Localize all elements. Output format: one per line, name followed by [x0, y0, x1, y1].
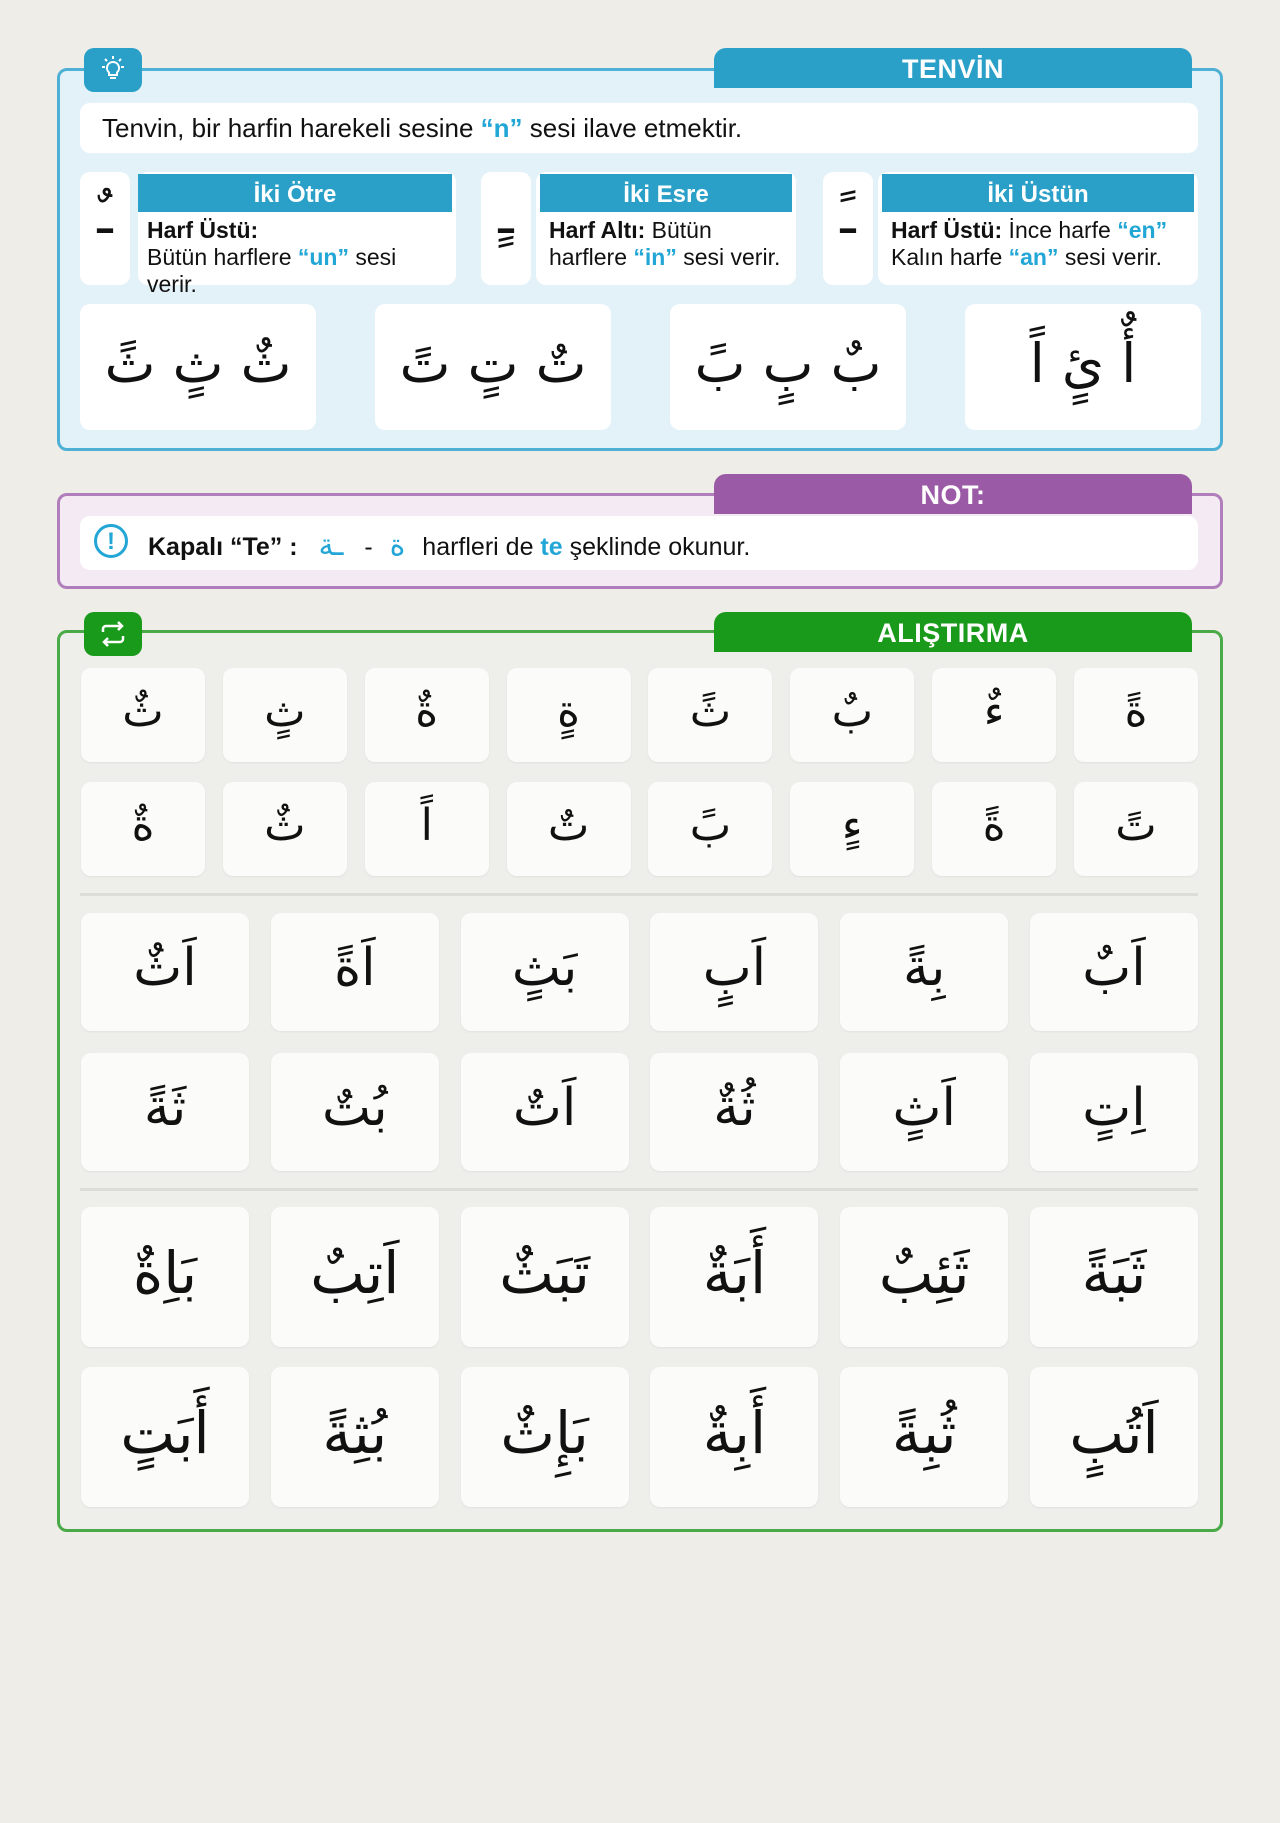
not-text-a: harfleri de [422, 533, 541, 561]
exclamation-icon: ! [94, 524, 128, 558]
practice-card [461, 1207, 629, 1347]
practice-card [1030, 1207, 1198, 1347]
iki-otre-mark: ـٌ [97, 186, 113, 246]
practice-card [81, 1207, 249, 1347]
practice-card [461, 913, 629, 1031]
example-box-3 [670, 304, 906, 430]
practice-letter: بُثِةً [322, 1399, 388, 1467]
practice-card [932, 782, 1056, 876]
practice-letter: تٌ [547, 800, 590, 851]
practice-card [1074, 782, 1198, 876]
practice-letter: بَإِثٌ [500, 1399, 589, 1467]
tenvin-intro [80, 103, 1198, 153]
practice-card [271, 1053, 439, 1171]
practice-card [271, 1367, 439, 1507]
practice-card [81, 1053, 249, 1171]
practice-letter: ثَبَةً [1081, 1239, 1147, 1307]
practice-letter: بِةً [903, 938, 946, 998]
practice-letter: ثُةٌ [713, 1078, 756, 1138]
practice-letter: أَبَةٌ [702, 1239, 767, 1307]
practice-letter: ءٍ [841, 800, 863, 851]
not-text-hl: te [540, 533, 563, 561]
alistirma-title: ALIŞTIRMA [714, 612, 1192, 652]
example-box-4 [965, 304, 1201, 430]
practice-card [271, 913, 439, 1031]
not-dash: - [364, 533, 373, 561]
practice-card [223, 782, 347, 876]
practice-letter: اَبٌ [1082, 938, 1146, 998]
practice-card [650, 913, 818, 1031]
practice-letter: ثٍ [264, 686, 306, 737]
practice-letter: ثَةً [143, 1078, 187, 1138]
practice-card [840, 1367, 1008, 1507]
intro-n: “n” [480, 113, 523, 143]
intro-text: Tenvin, bir harfin harekeli sesine [102, 113, 481, 143]
practice-card [840, 913, 1008, 1031]
practice-letter: اَثٌ [133, 938, 197, 998]
practice-letter: أَبَتٍ [120, 1399, 210, 1467]
not-content [80, 516, 1198, 570]
practice-card [1030, 913, 1198, 1031]
practice-letter: ءٌ [983, 686, 1005, 737]
practice-letter: ثً [689, 686, 732, 737]
practice-card [932, 668, 1056, 762]
practice-letter: اَتُبٍ [1069, 1399, 1159, 1467]
practice-card [507, 668, 631, 762]
divider-2 [80, 1188, 1198, 1191]
kapali-te-2: ـة [318, 528, 344, 563]
def-head-esre: İki Esre [540, 174, 792, 212]
example-ba: بٌ بٍ بً [694, 332, 882, 395]
practice-card [650, 1053, 818, 1171]
practice-letter: أَبِةٌ [702, 1399, 767, 1467]
practice-letter: اً [420, 800, 433, 851]
practice-card [1030, 1367, 1198, 1507]
practice-letter: اَةً [333, 938, 376, 998]
practice-card [1074, 668, 1198, 762]
iki-esre-mark: ـٍ [498, 186, 514, 246]
practice-letter: ثُبِةً [891, 1399, 957, 1467]
def-head-otre: İki Ötre [138, 174, 452, 212]
practice-card [1030, 1053, 1198, 1171]
practice-card [650, 1207, 818, 1347]
def-text-otre: Harf Üstü: Bütün harflere “un” sesi verir. [147, 217, 397, 297]
practice-letter: بً [689, 800, 732, 851]
practice-card [365, 782, 489, 876]
intro-text-end: sesi ilave etmektir. [522, 113, 743, 143]
practice-letter: اَتٌ [512, 1078, 577, 1138]
practice-card [461, 1053, 629, 1171]
practice-card [650, 1367, 818, 1507]
example-alif: أٌ ئٍ اً [1029, 332, 1137, 395]
practice-letter: ثٌ [122, 686, 164, 737]
example-box-1 [80, 304, 316, 430]
practice-letter: ةٌ [131, 800, 155, 851]
not-text-b: şeklinde okunur. [562, 533, 751, 561]
practice-letter: ةً [1124, 686, 1148, 737]
def-mark-box-ustun [823, 172, 873, 285]
iki-ustun-mark: ـً [840, 186, 856, 246]
def-text-ustun: Harf Üstü: İnce harfe “en” Kalın harfe “an” sesi verir. [891, 217, 1168, 270]
practice-card [81, 782, 205, 876]
practice-card [648, 782, 772, 876]
practice-letter: ثَئِبٌ [878, 1239, 970, 1307]
practice-card [365, 668, 489, 762]
not-title: NOT: [714, 474, 1192, 514]
example-tha: ثٌ ثٍ ثً [104, 332, 292, 395]
practice-card [81, 668, 205, 762]
practice-card [790, 668, 914, 762]
def-text-esre: Harf Altı: Bütün harflere “in” sesi verir. [549, 217, 781, 270]
kapali-te-1: ة [389, 528, 406, 563]
practice-letter: اِتٍ [1082, 1078, 1146, 1138]
practice-card [223, 668, 347, 762]
practice-letter: ةٌ [415, 686, 439, 737]
def-mark-box-esre [481, 172, 531, 285]
tenvin-title: TENVİN [714, 48, 1192, 88]
practice-letter: اَثٍ [892, 1078, 956, 1138]
practice-card [271, 1207, 439, 1347]
practice-letter: بٌ [831, 686, 873, 737]
practice-card [840, 1207, 1008, 1347]
example-ta: تٌ تٍ تً [399, 332, 587, 395]
def-head-ustun: İki Üstün [882, 174, 1194, 212]
practice-letter: بُتٌ [322, 1078, 388, 1138]
practice-letter: بَثٍ [511, 938, 578, 998]
practice-card [81, 913, 249, 1031]
not-bold: Kapalı “Te” : [148, 533, 298, 561]
practice-letter: اَتِبٌ [310, 1239, 400, 1307]
lightbulb-icon [84, 48, 142, 92]
practice-card [81, 1367, 249, 1507]
practice-letter: تَبَثٌ [499, 1239, 590, 1307]
practice-card [507, 782, 631, 876]
practice-card [648, 668, 772, 762]
practice-letter: بَاِةٌ [132, 1239, 198, 1307]
practice-card [790, 782, 914, 876]
practice-letter: ثٌ [264, 800, 306, 851]
practice-letter: تً [1115, 800, 1157, 851]
practice-letter: ةً [982, 800, 1006, 851]
practice-letter: ةٍ [557, 686, 581, 737]
practice-card [840, 1053, 1008, 1171]
practice-card [461, 1367, 629, 1507]
repeat-icon [84, 612, 142, 656]
divider-1 [80, 893, 1198, 896]
example-box-2 [375, 304, 611, 430]
def-mark-box-otre [80, 172, 130, 285]
practice-letter: اَبٍ [702, 938, 767, 998]
